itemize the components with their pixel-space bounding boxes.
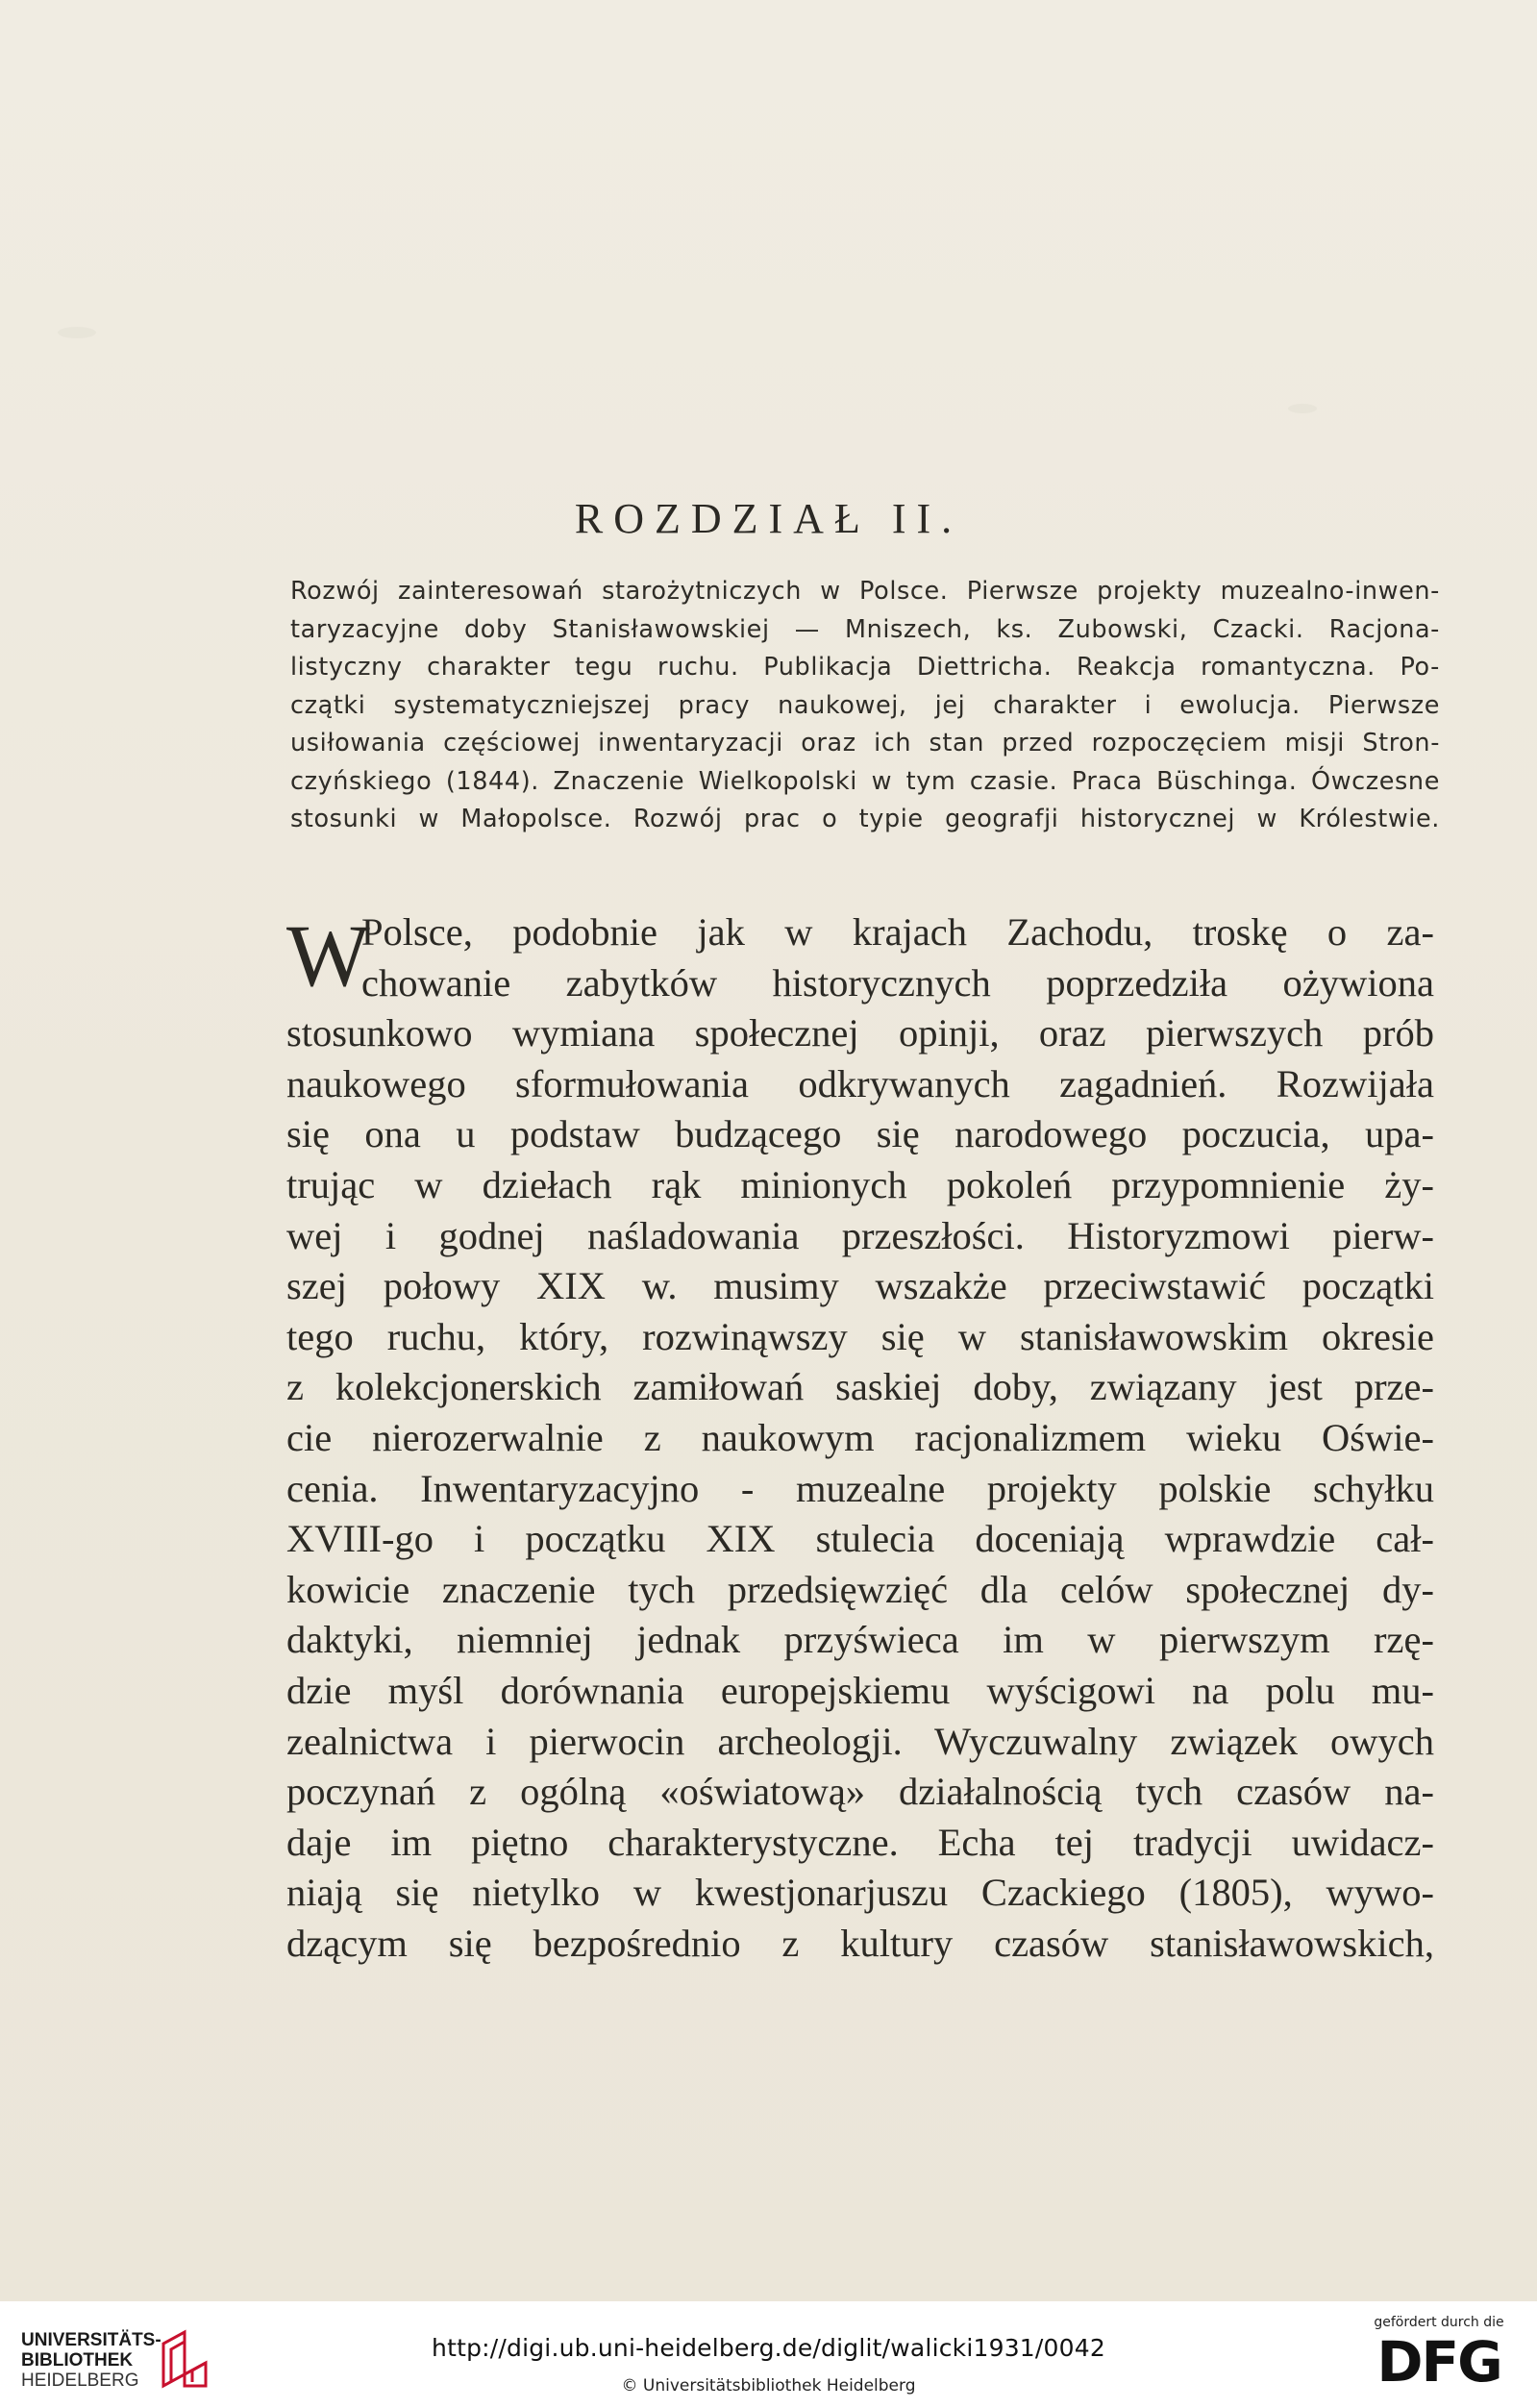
summary-line: stosunki w Małopolsce. Rozwój prac o typie geografji historycznej w Królestwie. bbox=[290, 805, 1440, 833]
library-name-line: UNIVERSITÄTS- bbox=[21, 2330, 161, 2350]
body-line: tego ruchu, który, rozwinąwszy się w stanisławowskim okresie bbox=[286, 1314, 1434, 1358]
body-line: dzącym się bezpośrednio z kultury czasów stanisławowskich, bbox=[286, 1921, 1434, 1965]
body-line: niają się nietylko w kwestjonarjuszu Czackiego (1805), wywo- bbox=[286, 1871, 1434, 1915]
body-line: daje im piętno charakterystyczne. Echa tej tradycji uwidacz- bbox=[286, 1820, 1434, 1864]
body-line: wej i godnej naśladowania przeszłości. Historyzmowi pierw- bbox=[286, 1213, 1434, 1257]
body-line: poczynań z ogólną «oświatową» działalnością tych czasów na- bbox=[286, 1770, 1434, 1814]
body-text bbox=[286, 907, 1434, 1969]
dfg-logo[interactable] bbox=[1362, 2315, 1516, 2401]
body-line: naukowego sformułowania odkrywanych zagadnień. Rozwijała bbox=[286, 1061, 1434, 1105]
library-city: HEIDELBERG bbox=[21, 2371, 139, 2391]
body-line: chowanie zabytków historycznych poprzedziła ożywiona bbox=[361, 960, 1434, 1005]
summary-line: taryzacyjne doby Stanisławowskiej — Mniszech, ks. Zubowski, Czacki. Racjona- bbox=[290, 614, 1440, 644]
body-line: szej połowy XIX w. musimy wszakże przeciwstawić początki bbox=[286, 1264, 1434, 1308]
body-line: zealnictwa i pierwocin archeologji. Wyczuwalny związek owych bbox=[286, 1719, 1434, 1763]
body-line: cie nierozerwalnie z naukowym racjonalizmem wieku Oświe- bbox=[286, 1415, 1434, 1459]
library-name-line: BIBLIOTHEK bbox=[21, 2350, 134, 2371]
body-line: Polsce, podobnie jak w krajach Zachodu, troskę o za- bbox=[361, 910, 1434, 954]
dfg-mark: DFG bbox=[1376, 2329, 1501, 2395]
body-line: z kolekcjonerskich zamiłowań saskiej doby, związany jest prze- bbox=[286, 1365, 1434, 1409]
copyright-notice: © Universitätsbibliothek Heidelberg bbox=[621, 2376, 916, 2396]
body-line: cenia. Inwentaryzacyjno - muzealne projekty polskie schyłku bbox=[286, 1466, 1434, 1510]
paper-mark bbox=[1288, 404, 1317, 413]
viewer-footer bbox=[0, 2301, 1537, 2408]
funded-by-label: gefördert durch die bbox=[1374, 2315, 1504, 2330]
chapter-title: ROZDZIAŁ II. bbox=[574, 495, 963, 542]
paper-mark bbox=[58, 327, 96, 338]
summary-line: listyczny charakter tegu ruchu. Publikacja Diettricha. Reakcja romantyczna. Po- bbox=[290, 653, 1440, 682]
body-line: trując w dziełach rąk minionych pokoleń przypomnienie ży- bbox=[286, 1162, 1434, 1206]
drop-cap: W bbox=[286, 906, 370, 1005]
summary-line: usiłowania częściowej inwentaryzacji oraz ich stan przed rozpoczęciem misji Stron- bbox=[290, 729, 1440, 757]
chapter-summary bbox=[290, 573, 1440, 839]
body-line: dzie myśl dorównania europejskiemu wyścigowi na polu mu- bbox=[286, 1668, 1434, 1712]
summary-line: Rozwój zainteresowań starożytniczych w Polsce. Pierwsze projekty muzealno-inwen- bbox=[290, 577, 1440, 606]
body-line: daktyki, niemniej jednak przyświeca im w pierwszym rzę- bbox=[286, 1618, 1434, 1662]
summary-line: czyńskiego (1844). Znaczenie Wielkopolski w tym czasie. Praca Büschinga. Ówczesne bbox=[290, 766, 1440, 796]
body-line: kowicie znaczenie tych przedsięwzięć dla celów społecznej dy- bbox=[286, 1567, 1434, 1611]
body-line: stosunkowo wymiana społecznej opinji, oraz pierwszych prób bbox=[286, 1011, 1434, 1055]
summary-line: czątki systematyczniejszej pracy naukowej, jej charakter i ewolucja. Pierwsze bbox=[290, 690, 1440, 720]
page-url-link[interactable]: http://digi.ub.uni-heidelberg.de/diglit/walicki1931/0042 bbox=[432, 2334, 1105, 2362]
body-line: się ona u podstaw budzącego się narodowego poczucia, upa- bbox=[286, 1112, 1434, 1156]
body-line: XVIII-go i początku XIX stulecia doceniają wprawdzie cał- bbox=[286, 1517, 1434, 1561]
